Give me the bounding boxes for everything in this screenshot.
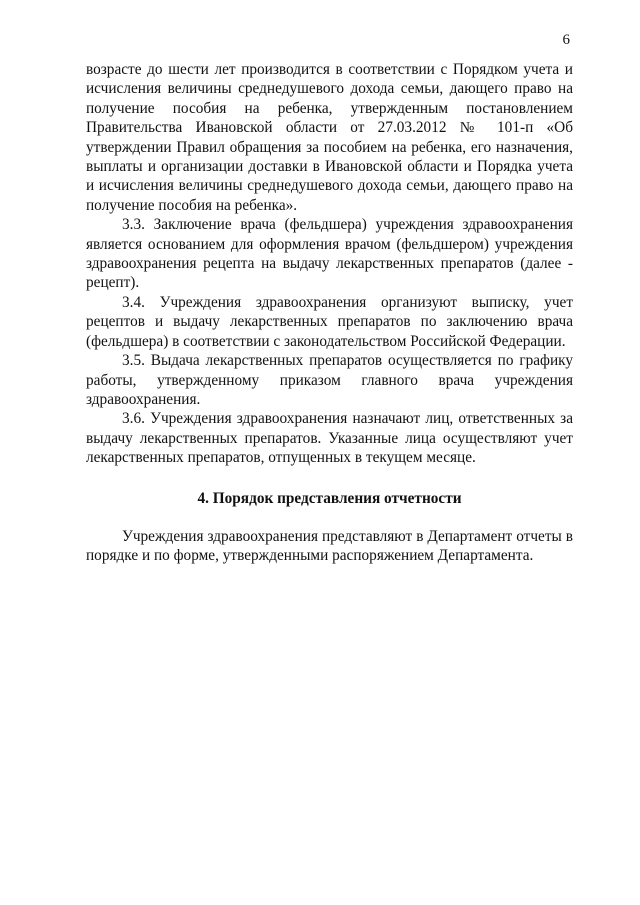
section-heading: 4. Порядок представления отчетности bbox=[197, 489, 462, 507]
paragraph-continuation: возрасте до шести лет производится в соответствии с Порядком учета и исчисления величины среднедушевого дохода семьи, дающего право на получение пособия на ребенка, утвержденным постановлением Правительства Ивановской области от 27.03.2012 № 101-п «Об утверждении Правил обращения за пособием на ребенка, его назначения, выплаты и организации доставки в Ивановской области и Порядка учета и исчисления величины среднедушевого дохода семьи, дающего право на получение пособия на ребенка». bbox=[86, 61, 573, 214]
section-4-paragraph: Учреждения здравоохранения представляют в Департамент отчеты в порядке и по форме, утвержденными распоряжением Департамента. bbox=[86, 527, 573, 565]
paragraph-3-6: 3.6. Учреждения здравоохранения назначают лиц, ответственных за выдачу лекарственных препаратов. Указанные лица осуществляют учет лекарственных препаратов, отпущенных в текущем месяце. bbox=[86, 410, 573, 467]
paragraph-3-4: 3.4. Учреждения здравоохранения организуют выписку, учет рецептов и выдачу лекарственных препаратов по заключению врача (фельдшера) в соответствии с законодательством Российской Федерации. bbox=[86, 293, 573, 350]
document-body bbox=[86, 60, 573, 566]
paragraph-3-5: 3.5. Выдача лекарственных препаратов осуществляется по графику работы, утвержденному приказом главного врача учреждения здравоохранения. bbox=[86, 352, 573, 408]
page-number: 6 bbox=[562, 32, 570, 48]
paragraph-3-3: 3.3. Заключение врача (фельдшера) учреждения здравоохранения является основанием для оформления врачом (фельдшером) учреждения здравоохранения рецепта на выдачу лекарственных препаратов (далее - рецепт). bbox=[86, 216, 573, 292]
